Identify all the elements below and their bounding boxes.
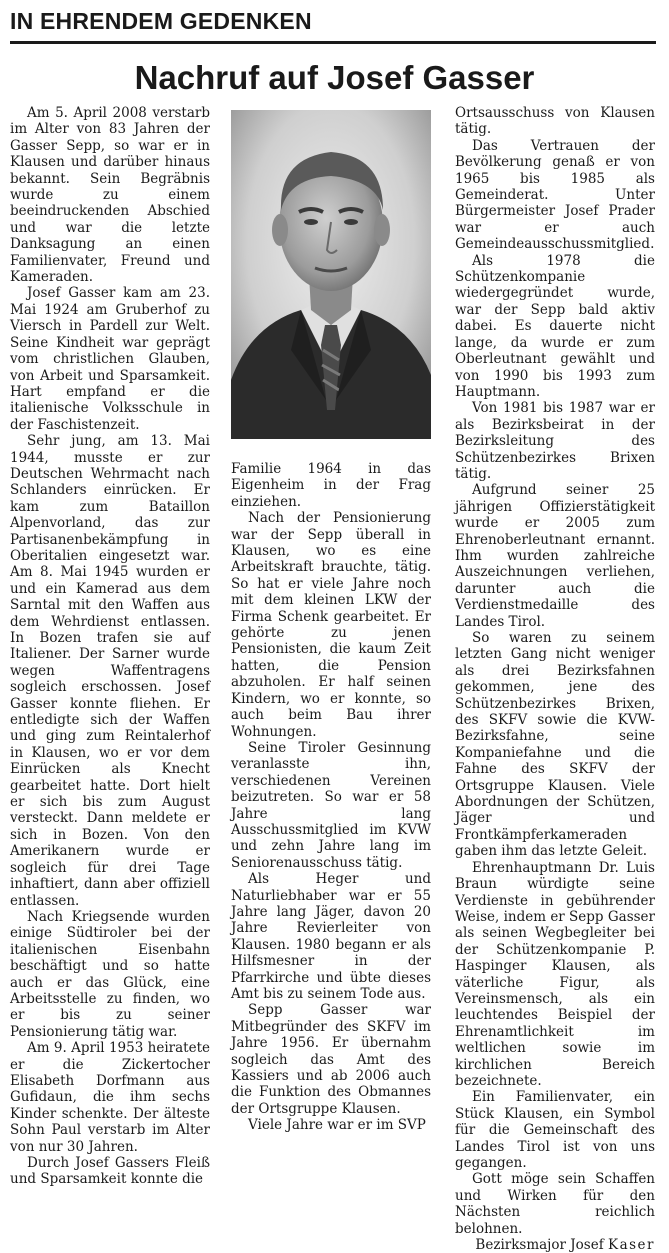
portrait-photo (231, 110, 431, 439)
paragraph: Ehrenhauptmann Dr. Luis Braun würdigte seine Verdienste in gebührender Weise, indem er Sepp Gasser als seinen Wegbegleiter bei der Schützenkompanie P. Haspinger Klausen, als väterliche Figur, als Vereinsmensch, als ein leuchtendes Beispiel der Ehrenamtlichkeit im weltlichen sowie im kirchlichen Bereich bezeichnete. (455, 859, 655, 1089)
paragraph: Von 1981 bis 1987 war er als Bezirksbeirat in der Bezirksleitung des Schützenbezirkes Brixen tätig. (455, 400, 655, 482)
section-header (10, 6, 656, 44)
paragraph: Aufgrund seiner 25 jährigen Offizierstätigkeit wurde er 2005 zum Ehrenoberleutnant ernannt. Ihm wurden zahlreiche Auszeichnungen verliehen, darunter auch die Verdienstmedaille des Landes Tirol. (455, 482, 655, 630)
paragraph: Familie 1964 in das Eigenheim in der Frag einziehen. (231, 461, 431, 510)
paragraph: So waren zu seinem letzten Gang nicht weniger als drei Bezirksfahnen gekommen, jene des Schützenbezirkes Brixen, des SKFV sowie die KVW-Bezirksfahne, seine Kompaniefahne und die Fahne des SKFV der Ortsgruppe Klausen. Viele Abordnungen der Schützen, Jäger und Frontkämpferkameraden gaben ihm das letzte Geleit. (455, 630, 655, 860)
paragraph: Als 1978 die Schützenkompanie wiedergegründet wurde, war der Sepp bald aktiv dabei. Es dauerte nicht lange, da wurde er zum Oberleutnant gewählt und von 1990 bis 1993 zum Hauptmann. (455, 252, 655, 400)
paragraph: Gott möge sein Schaffen und Wirken für den Nächsten reichlich belohnen. (455, 1171, 655, 1237)
article-column-2 (231, 461, 431, 1134)
paragraph: Als Heger und Naturliebhaber war er 55 Jahre lang Jäger, davon 20 Jahre Revierleiter von Klausen. 1980 begann er als Hilfsmesner in der Pfarrkirche und übte dieses Amt bis zu seinem Tode aus. (231, 871, 431, 1002)
paragraph: Sehr jung, am 13. Mai 1944, musste er zur Deutschen Wehrmacht nach Schlanders einrücken. Er kam zum Bataillon Alpenvorland, das zur Partisanenbekämpfung in Oberitalien eingesetzt war. Am 8. Mai 1945 wurden er und ein Kamerad aus dem Sarntal mit den Waffen aus dem Wehrdienst entlassen. In Bozen trafen sie auf Italiener. Der Sarner wurde wegen Waffentragens sogleich erschossen. Josef Gasser konnte fliehen. Er entledigte sich der Waffen und ging zum Reintalerhof in Klausen, wo er vor dem Einrücken als Knecht gearbeitet hatte. Dort hielt er sich bis zum August versteckt. Dann meldete er sich in Bozen. Von den Amerikanern wurde er sogleich für drei Tage inhaftiert, dann aber offiziell entlassen. (10, 433, 210, 909)
paragraph: Durch Josef Gassers Fleiß und Sparsamkeit konnte die (10, 1155, 210, 1188)
paragraph: Seine Tiroler Gesinnung veranlasste ihn, verschiedenen Vereinen beizutreten. So war er 58 Jahre lang Ausschussmitglied im KVW und zehn Jahre lang im Seniorenausschuss tätig. (231, 739, 431, 871)
paragraph: Ein Familienvater, ein Stück Klausen, ein Symbol für die Gemeinschaft des Landes Tirol ist von uns gegangen. (455, 1089, 655, 1171)
paragraph: Das Vertrauen der Bevölkerung genaß er von 1965 bis 1985 als Gemeinderat. Unter Bürgermeister Josef Prader war er auch Gemeindeausschussmitglied. (455, 137, 655, 253)
portrait-illustration (231, 110, 431, 439)
article-column-1 (10, 105, 210, 1188)
article-column-3 (455, 105, 655, 1253)
article-title: Nachruf auf Josef Gasser (134, 59, 535, 96)
paragraph: Sepp Gasser war Mitbegründer des SKFV im Jahre 1956. Er übernahm sogleich das Amt des Kassiers und ab 2006 auch die Funktion des Obmannes der Ortsgruppe Klausen. (231, 1002, 431, 1117)
section-label: IN EHRENDEM GEDENKEN (10, 8, 312, 34)
paragraph: Ortsausschuss von Klausen tätig. (455, 105, 655, 138)
paragraph: Am 5. April 2008 verstarb im Alter von 83 Jahren der Gasser Sepp, so war er in Klausen und darüber hinaus bekannt. Sein Begräbnis wurde zu einem beeindruckenden Abschied und war die letzte Danksagung an einen Familienvater, Freund und Kameraden. (10, 105, 210, 286)
signature-name: Kaser (607, 1237, 655, 1253)
signature (455, 1237, 655, 1253)
paragraph: Viele Jahre war er im SVP (248, 1117, 426, 1134)
paragraph: Am 9. April 1953 heiratete er die Zickertocher Elisabeth Dorfmann aus Gufidaun, die ihm sechs Kinder schenkte. Der älteste Sohn Paul verstarb im Alter von nur 30 Jahren. (10, 1040, 210, 1155)
paragraph: Josef Gasser kam am 23. Mai 1924 am Gruberhof zu Viersch in Pardell zur Welt. Seine Kindheit war geprägt vom christlichen Glauben, von Arbeit und Sparsamkeit. Hart empfand er die italienische Volksschule in der Faschistenzeit. (10, 285, 210, 433)
signature-prefix: Bezirksmajor Josef (475, 1237, 604, 1253)
paragraph: Nach Kriegsende wurden einige Südtiroler bei der italienischen Eisenbahn beschäftigt und so hatte auch er das Glück, eine Arbeitsstelle zu finden, wo er bis zu seiner Pensionierung tätig war. (10, 908, 210, 1040)
paragraph: Nach der Pensionierung war der Sepp überall in Klausen, wo es eine Arbeitskraft brauchte, tätig. So hat er viele Jahre noch mit dem kleinen LKW der Firma Schenk gearbeitet. Er gehörte zu jenen Pensionisten, die kaum Zeit hatten, die Pension abzuholen. Er half seinen Kindern, wo er konnte, so auch beim Bau ihrer Wohnungen. (231, 510, 431, 740)
